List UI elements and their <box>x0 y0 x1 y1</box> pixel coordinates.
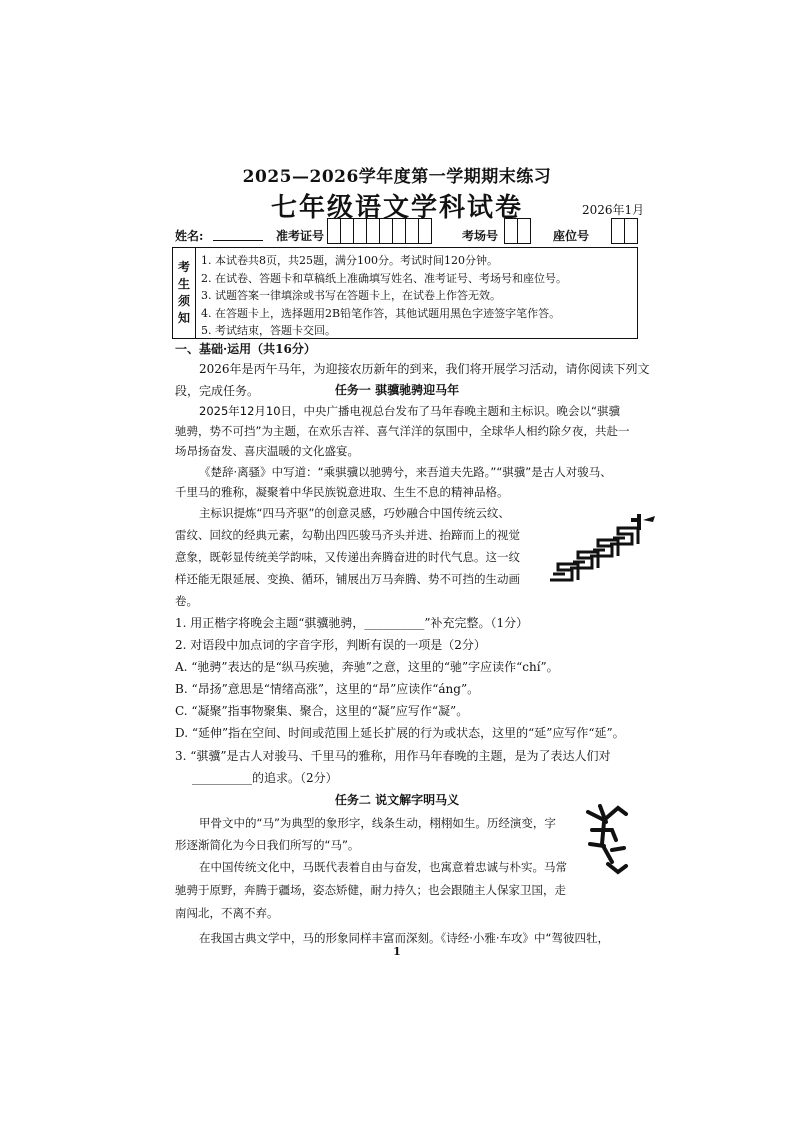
question-2: 2. 对语段中加点词的字音字形，判断有误的一项是（2分） <box>175 638 486 652</box>
seat-label: 座位号 <box>553 229 590 243</box>
exam-notice-box <box>172 247 638 339</box>
notice-item: 5. 考试结束，答题卡交回。 <box>201 324 336 337</box>
section-heading: 一、基础·运用（共16分） <box>175 342 316 356</box>
option-b: B. “昂扬”意思是“情绪高涨”，这里的“昂”应读作“áng”。 <box>175 682 480 696</box>
page-number: 1 <box>393 945 401 958</box>
paragraph-line: 驰骋，势不可挡”为主题，在欢乐吉祥、喜气洋洋的氛围中，全球华人相约除夕夜，共赴一 <box>175 424 630 438</box>
intro-line: 段，完成任务。 <box>175 384 260 398</box>
option-d: D. “延伸”指在空间、时间或范围上延长扩展的行为或状态，这里的“延”应写作“延”。 <box>175 726 625 740</box>
exam-id-boxes[interactable] <box>327 218 431 244</box>
paragraph-line: 《楚辞·离骚》中写道：“乘骐骥以驰骋兮，来吾道夫先路。”“骐骥”是古人对骏马、 <box>199 465 612 479</box>
paragraph-line: 雷纹、回纹的经典元素，勾勒出四匹骏马齐头并进、抬蹄而上的视觉 <box>175 528 520 542</box>
option-a: A. “驰骋”表达的是“纵马疾驰，奔驰”之意，这里的“驰”字应读作“chí”。 <box>175 660 559 674</box>
intro-line: 2026年是丙午马年，为迎接农历新年的到来，我们将开展学习活动，请你阅读下列文 <box>199 362 650 376</box>
paragraph-line: 南闯北，不离不弃。 <box>175 906 279 920</box>
question-3: 3. “骐骥”是古人对骏马、千里马的雅称，用作马年春晚的主题，是为了表达人们对 <box>175 749 611 763</box>
room-boxes[interactable] <box>504 218 530 244</box>
paragraph-line: 千里马的雅称，凝聚着中华民族锐意进取、生生不息的精神品格。 <box>175 485 509 499</box>
paragraph-line: 在我国古典文学中，马的形象同样丰富而深刻。《诗经·小雅·车攻》中“驾彼四牡， <box>199 931 610 945</box>
notice-item: 2. 在试卷、答题卡和草稿纸上准确填写姓名、准考证号、考场号和座位号。 <box>201 271 567 285</box>
paragraph-line: 主标识提炼“四马齐驱”的创意灵感，巧妙融合中国传统云纹、 <box>199 506 510 520</box>
gala-logo-image <box>545 510 660 585</box>
question-3-continued: __________的追求。（2分） <box>192 771 338 785</box>
room-label: 考场号 <box>462 229 499 243</box>
notice-side-label: 考 生 须 知 <box>173 248 196 338</box>
name-label: 姓名: <box>175 229 204 243</box>
paragraph-line: 甲骨文中的“马”为典型的象形字，线条生动，栩栩如生。历经演变，字 <box>199 816 556 830</box>
exam-id-label: 准考证号 <box>276 229 325 243</box>
notice-item: 4. 在答题卡上，选择题用2B铅笔作答，其他试题用黑色字迹签字笔作答。 <box>201 306 561 320</box>
notice-item: 3. 试题答案一律填涂或书写在答题卡上，在试卷上作答无效。 <box>201 289 501 302</box>
question-1: 1. 用正楷字将晚会主题“骐骥驰骋，__________”补充完整。（1分） <box>175 616 529 630</box>
task2-title: 任务二 说文解字明马义 <box>334 793 460 807</box>
subject-title: 七年级语文学科试卷 <box>270 193 523 223</box>
exam-title: 2025—2026学年度第一学期期末练习 <box>242 167 552 187</box>
notice-item: 1. 本试卷共8页，共25题，满分100分。考试时间120分钟。 <box>201 254 498 267</box>
paragraph-line: 2025年12月10日，中央广播电视总台发布了马年春晚主题和主标识。晚会以“骐骥 <box>199 404 620 418</box>
task1-title: 任务一 骐骥驰骋迎马年 <box>334 383 460 397</box>
paragraph-line: 意象，既彰显传统美学韵味，又传递出奔腾奋进的时代气息。这一纹 <box>175 550 520 564</box>
paragraph-line: 样还能无限延展、变换、循环，铺展出万马奔腾、势不可挡的生动画 <box>175 572 520 586</box>
exam-date: 2026年1月 <box>582 203 645 217</box>
name-blank[interactable] <box>213 240 263 241</box>
paragraph-line: 形逐渐简化为今日我们所写的“马”。 <box>175 838 360 852</box>
paragraph-line: 在中国传统文化中，马既代表着自由与奋发，也寓意着忠诚与朴实。马常 <box>199 860 567 874</box>
oracle-bone-horse-image <box>582 800 632 880</box>
paragraph-line: 卷。 <box>175 594 198 608</box>
paragraph-line: 驰骋于原野，奔腾于疆场，姿态矫健，耐力持久；也会跟随主人保家卫国，走 <box>175 883 566 897</box>
notice-items <box>201 252 567 340</box>
option-c: C. “凝聚”指事物聚集、聚合，这里的“凝”应写作“凝”。 <box>175 704 469 718</box>
seat-boxes[interactable] <box>611 218 637 244</box>
paragraph-line: 场昂扬奋发、喜庆温暖的文化盛宴。 <box>175 444 359 458</box>
